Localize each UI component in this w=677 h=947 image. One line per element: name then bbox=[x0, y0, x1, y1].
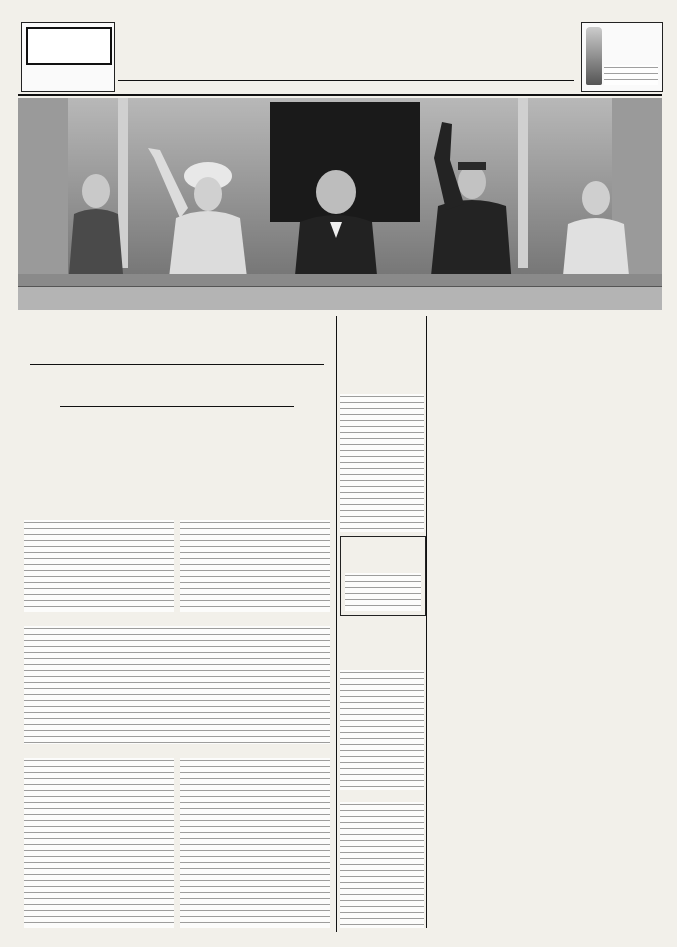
col2-headline-princesses bbox=[340, 366, 424, 390]
balcony-photo-illustration bbox=[18, 98, 662, 310]
sifta-salt-ad bbox=[21, 22, 115, 92]
lead-intro bbox=[24, 458, 330, 516]
gin-bottle-icon bbox=[586, 27, 602, 85]
gordons-gin-ad bbox=[581, 22, 663, 92]
newspaper-title bbox=[118, 22, 560, 78]
kings-broadcast-box bbox=[340, 536, 426, 616]
lead-subhead-churchill bbox=[22, 410, 332, 454]
col2-headline-premier-sang bbox=[340, 618, 424, 666]
balcony-photo bbox=[18, 98, 662, 310]
lead-headline bbox=[18, 316, 336, 360]
lead-subhead-royal-family bbox=[22, 368, 332, 404]
col2-headline-palace bbox=[340, 316, 424, 362]
